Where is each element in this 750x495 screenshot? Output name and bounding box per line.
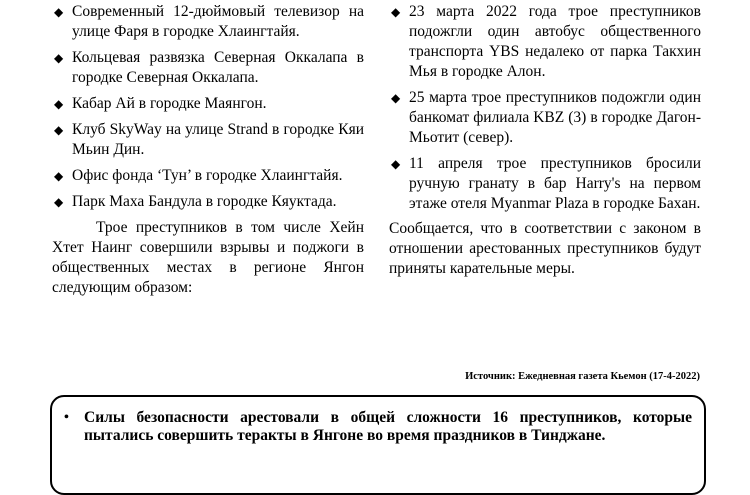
- list-item: ◆ Парк Маха Бандула в городке Кяуктада.: [54, 193, 337, 210]
- bullet-diamond-icon: ◆: [54, 169, 64, 183]
- bullet-dot-icon: •: [64, 410, 69, 425]
- summary-list: [52, 409, 704, 445]
- left-paragraph: Трое преступников в том числе Хейн Хтет Наинг совершили взрывы и поджоги в общественных местах в регионе Янгон следующим образом:: [52, 219, 364, 296]
- list-item: ◆ 25 марта трое преступников подожгли один банкомат филиала KBZ (3) в городке Дагон-Мьотит (север).: [391, 89, 701, 146]
- bullet-diamond-icon: ◆: [54, 195, 64, 209]
- bullet-diamond-icon: ◆: [54, 97, 64, 111]
- list-item: ◆ Современный 12-дюймовый телевизор на улице Фаря в городке Хлаингтайя.: [54, 3, 364, 40]
- bullet-diamond-icon: ◆: [391, 91, 401, 105]
- bullet-diamond-icon: ◆: [391, 5, 401, 19]
- left-column: [52, 0, 364, 298]
- right-column: [389, 0, 701, 279]
- list-item: ◆ 23 марта 2022 года трое преступников подожгли один автобус общественного транспорта YBS недалеко от парка Такхин Мья в городке Алон.: [391, 3, 701, 80]
- list-item: ◆ Кабар Ай в городке Маянгон.: [54, 95, 267, 112]
- left-bullet-list: [52, 2, 364, 212]
- bullet-diamond-icon: ◆: [54, 51, 64, 65]
- list-item: ◆ Офис фонда ‘Тун’ в городке Хлаингтайя.: [54, 167, 343, 184]
- summary-box: [50, 395, 706, 495]
- list-item: ◆ Кольцевая развязка Северная Оккалапа в городке Северная Оккалапа.: [54, 49, 364, 86]
- source-caption: Источник: Ежедневная газета Кьемон (17-4-2022): [465, 371, 700, 382]
- list-item: ◆ 11 апреля трое преступников бросили ручную гранату в бар Harry's на первом этаже отеля Myanmar Plaza в городке Бахан.: [391, 155, 701, 212]
- bullet-diamond-icon: ◆: [54, 123, 64, 137]
- list-item: ◆ Клуб SkyWay на улице Strand в городке Кяи Мьин Дин.: [54, 121, 364, 158]
- bullet-diamond-icon: ◆: [54, 5, 64, 19]
- right-bullet-list: [389, 2, 701, 214]
- list-item: • Силы безопасности арестовали в общей сложности 16 преступников, которые пытались совершить теракты в Янгоне во время праздников в Тинджане.: [64, 409, 692, 444]
- right-paragraph: Сообщается, что в соответствии с законом в отношении арестованных преступников будут приняты карательные меры.: [389, 220, 701, 277]
- bullet-diamond-icon: ◆: [391, 157, 401, 171]
